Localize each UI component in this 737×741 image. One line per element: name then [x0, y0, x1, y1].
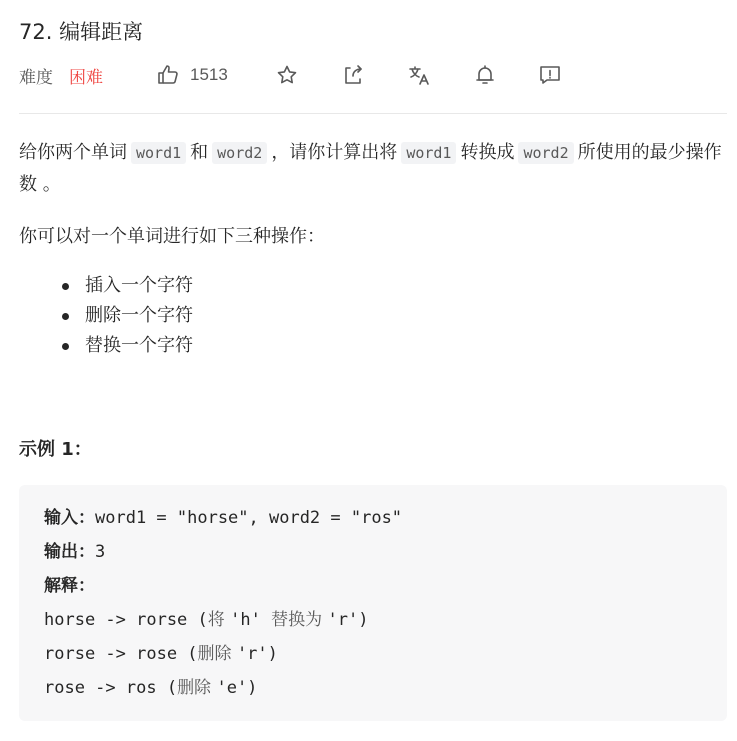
step-code: 'r') [236, 644, 278, 664]
output-value: 3 [95, 542, 106, 562]
code-word2: word2 [212, 142, 267, 164]
difficulty-label: 难度 [19, 67, 53, 88]
step-code: rorse -> rose ( [44, 644, 198, 664]
favorite-button[interactable] [275, 60, 299, 90]
example-title: 示例 1： [19, 439, 92, 460]
list-item: 插入一个字符 [62, 271, 193, 301]
code-word1: word1 [401, 142, 456, 164]
step-text: 删除 [197, 644, 237, 664]
example-input [44, 507, 402, 529]
step-code: rose -> ros ( [44, 678, 178, 698]
share-button[interactable] [341, 60, 365, 90]
explain-step-2 [44, 643, 278, 665]
text: 和 [190, 142, 209, 163]
divider [19, 113, 727, 114]
step-text: 删除 [177, 678, 217, 698]
text: ，请你计算出将 [271, 142, 398, 163]
step-text: 将 [207, 610, 231, 630]
explain-step-1 [44, 609, 368, 631]
text: 所使用的最少操作数 。 [19, 142, 722, 195]
like-button[interactable] [156, 60, 228, 90]
step-code: 'r') [327, 610, 369, 630]
problem-meta-bar [19, 60, 719, 90]
translate-button[interactable] [407, 60, 431, 90]
step-code: 'h' [230, 610, 272, 630]
feedback-button[interactable] [538, 60, 562, 90]
output-label: 输出： [44, 542, 95, 562]
description-paragraph [19, 137, 724, 200]
list-item: 替换一个字符 [62, 331, 193, 361]
difficulty-value: 困难 [69, 67, 103, 88]
code-word2: word2 [518, 142, 573, 164]
feedback-icon [538, 63, 562, 87]
star-icon [275, 63, 299, 87]
example-output [44, 541, 105, 563]
translate-icon [407, 63, 431, 87]
text: 转换成 [460, 142, 515, 163]
list-item: 删除一个字符 [62, 301, 193, 331]
notify-button[interactable] [473, 60, 497, 90]
input-value: word1 = "horse", word2 = "ros" [95, 508, 403, 528]
example-block [19, 485, 727, 721]
code-word1: word1 [131, 142, 186, 164]
step-code: 'e') [216, 678, 258, 698]
text: 给你两个单词 [19, 142, 127, 163]
operations-intro: 你可以对一个单词进行如下三种操作： [19, 226, 325, 247]
bell-icon [473, 63, 497, 87]
operations-list [62, 271, 193, 361]
example-explain [44, 575, 95, 597]
input-label: 输入： [44, 508, 95, 528]
step-code: horse -> rorse ( [44, 610, 208, 630]
like-count: 1513 [190, 65, 228, 84]
problem-title: 72. 编辑距离 [19, 20, 144, 44]
difficulty [19, 60, 103, 90]
share-icon [341, 63, 365, 87]
explain-step-3 [44, 677, 257, 699]
step-text: 替换为 [271, 610, 328, 630]
explain-label: 解释： [44, 576, 95, 596]
thumbs-up-icon [156, 63, 180, 87]
